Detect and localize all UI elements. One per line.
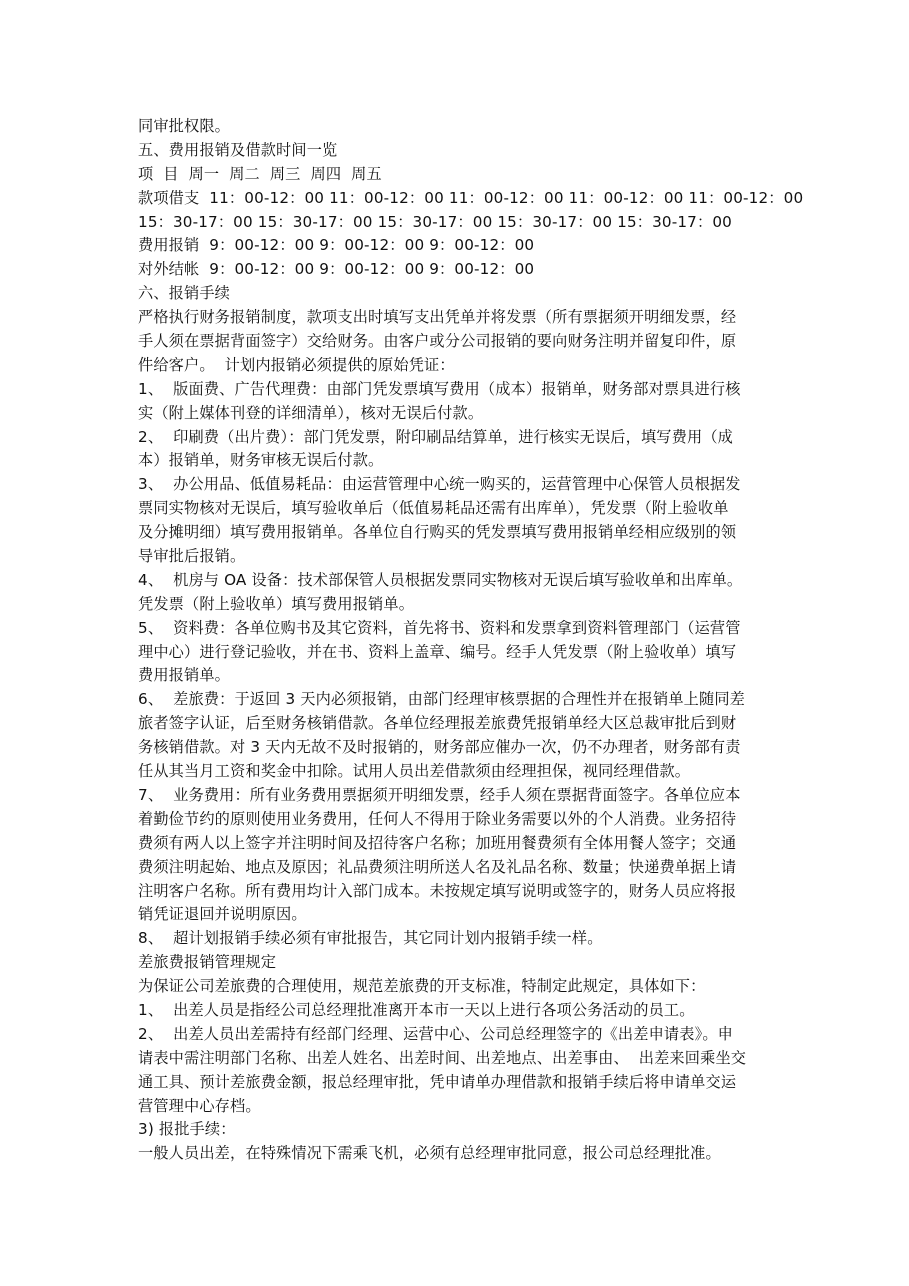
- schedule-row-loan-continued: 15：30-17：00 15：30-17：00 15：30-17：00 15：30-17：00 15：30-17：00: [138, 212, 732, 231]
- text-line: 凭发票（附上验收单）填写费用报销单。: [138, 594, 415, 613]
- text-line: 销凭证退回并说明原因。: [138, 905, 307, 924]
- text-line: 理中心）进行登记验收，并在书、资料上盖章、编号。经手人凭发票（附上验收单）填写: [138, 642, 737, 661]
- list-item-line: 1、 出差人员是指经公司总经理批准离开本市一天以上进行各项公务活动的员工。: [138, 1000, 695, 1019]
- list-item-line: 8、 超计划报销手续必须有审批报告，其它同计划内报销手续一样。: [138, 929, 603, 948]
- schedule-row-settlement: 对外结帐 9：00-12：00 9：00-12：00 9：00-12：00: [138, 260, 535, 279]
- section-heading: 六、报销手续: [138, 284, 231, 303]
- document-body: [138, 115, 804, 1166]
- list-item-line: 2、 印刷费（出片费）：部门凭发票，附印刷品结算单，进行核实无误后，填写费用（成: [138, 427, 733, 446]
- text-line: 本）报销单，财务审核无误后付款。: [138, 451, 384, 470]
- text-line: 务核销借款。对 3 天内无故不及时报销的，财务部应催办一次，仍不办理者，财务部有责: [138, 738, 741, 757]
- schedule-row-expense: 费用报销 9：00-12：00 9：00-12：00 9：00-12：00: [138, 236, 535, 255]
- text-line: 着勤俭节约的原则使用业务费用，任何人不得用于除业务需要以外的个人消费。业务招待: [138, 809, 737, 828]
- list-item-line: 4、 机房与 OA 设备：技术部保管人员根据发票同实物核对无误后填写验收单和出库单。: [138, 570, 743, 589]
- text-line: 注明客户名称。所有费用均计入部门成本。未按规定填写说明或签字的，财务人员应将报: [138, 881, 737, 900]
- list-item-line: 5、 资料费：各单位购书及其它资料，首先将书、资料和发票拿到资料管理部门（运营管: [138, 618, 741, 637]
- text-line: 通工具、预计差旅费金额，报总经理审批，凭申请单办理借款和报销手续后将申请单交运: [138, 1072, 737, 1091]
- text-line: 费须注明起始、地点及原因；礼品费须注明所送人名及礼品名称、数量；快递费单据上请: [138, 857, 737, 876]
- list-item-line: 7、 业务费用：所有业务费用票据须开明细发票，经手人须在票据背面签字。各单位应本: [138, 785, 741, 804]
- text-line: 一般人员出差，在特殊情况下需乘飞机，必须有总经理审批同意，报公司总经理批准。: [138, 1144, 721, 1163]
- text-line: 旅者签字认证，后至财务核销借款。各单位经理报差旅费凭报销单经大区总裁审批后到财: [138, 714, 737, 733]
- schedule-header-row: 项 目 周一 周二 周三 周四 周五: [138, 164, 382, 183]
- text-line: 导审批后报销。: [138, 547, 246, 566]
- text-line: 票同实物核对无误后，填写验收单后（低值易耗品还需有出库单），凭发票（附上验收单: [138, 499, 729, 518]
- text-line: 件给客户。 计划内报销必须提供的原始凭证：: [138, 355, 455, 374]
- text-line: 请表中需注明部门名称、出差人姓名、出差时间、出差地点、出差事由、 出差来回乘坐交: [138, 1048, 747, 1067]
- schedule-row-loan: 款项借支 11：00-12：00 11：00-12：00 11：00-12：00 11：00-12：00 11：00-12：00: [138, 188, 804, 207]
- list-item-line: 2、 出差人员出差需持有经部门经理、运营中心、公司总经理签字的《出差申请表》。申: [138, 1024, 733, 1043]
- section-heading: 差旅费报销管理规定: [138, 953, 277, 972]
- text-line: 为保证公司差旅费的合理使用，规范差旅费的开支标准，特制定此规定，具体如下：: [138, 977, 706, 996]
- text-line: 营管理中心存档。: [138, 1096, 261, 1115]
- text-line: 实（附上媒体刊登的详细清单），核对无误后付款。: [138, 403, 484, 422]
- text-line: 费用报销单。: [138, 666, 231, 685]
- section-heading: 3) 报批手续：: [138, 1120, 236, 1139]
- text-line: 同审批权限。: [138, 117, 231, 135]
- text-line: 及分摊明细）填写费用报销单。各单位自行购买的凭发票填写费用报销单经相应级别的领: [138, 523, 737, 542]
- list-item-line: 3、 办公用品、低值易耗品：由运营管理中心统一购买的，运营管理中心保管人员根据发: [138, 475, 741, 494]
- text-line: 严格执行财务报销制度，款项支出时填写支出凭单并将发票（所有票据须开明细发票，经: [138, 308, 737, 327]
- section-heading: 五、费用报销及借款时间一览: [138, 140, 338, 159]
- text-line: 费须有两人以上签字并注明时间及招待客户名称；加班用餐费须有全体用餐人签字；交通: [138, 833, 737, 852]
- list-item-line: 6、 差旅费：于返回 3 天内必须报销，由部门经理审核票据的合理性并在报销单上随同差: [138, 690, 746, 709]
- text-line: 手人须在票据背面签字）交给财务。由客户或分公司报销的要向财务注明并留复印件，原: [138, 332, 737, 351]
- text-line: 任从其当月工资和奖金中扣除。试用人员出差借款须由经理担保，视同经理借款。: [138, 762, 691, 781]
- list-item-line: 1、 版面费、广告代理费：由部门凭发票填写费用（成本）报销单，财务部对票具进行核: [138, 379, 741, 398]
